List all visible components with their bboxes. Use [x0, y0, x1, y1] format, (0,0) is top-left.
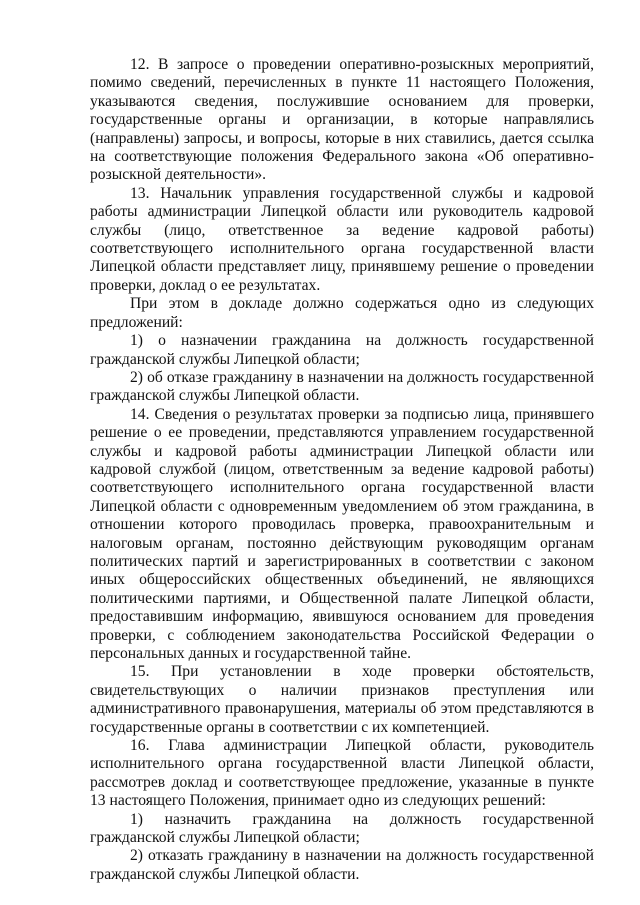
paragraph-12-request: 12. В запросе о проведении оперативно-розыскных мероприятий, помимо сведений, перечисленных в пункте 11 настоящего Положения, указываются сведения, послужившие основанием для проверки, государственные органы и организации, в которые направлялись (направлены) запросы, и вопросы, которые в них ставились, дается ссылка на соответствующие положения Федерального закона «Об оперативно-розыскной деятельности».: [90, 56, 594, 184]
paragraph-15-offense-materials: 15. При установлении в ходе проверки обстоятельств, свидетельствующих о наличии признаков преступления или административного правонарушения, материалы об этом представляются в государственные органы в соответствии с их компетенцией.: [90, 663, 594, 736]
proposal-item-2: 2) об отказе гражданину в назначении на должность государственной гражданской службы Липецкой области.: [90, 368, 594, 405]
paragraph-report-proposals: При этом в докладе должно содержаться одно из следующих предложений:: [90, 295, 594, 331]
paragraph-13-report: 13. Начальник управления государственной службы и кадровой работы администрации Липецкой области или руководитель кадровой службы (лицо, ответственное за ведение кадровой работы) соответствующего исполнительного органа государственной власти Липецкой области представляет лицу, принявшему решение о проведении проверки, доклад о ее результатах.: [90, 184, 594, 294]
decision-item-1: 1) назначить гражданина на должность государственной гражданской службы Липецкой области;: [90, 810, 594, 847]
paragraph-14-results: 14. Сведения о результатах проверки за подписью лица, принявшего решение о ее проведении, представляются управлением государственной службы и кадровой работы администрации Липецкой области или кадровой службой (лицом, ответственным за ведение кадровой работы) соответствующего исполнительного органа государственной власти Липецкой области с одновременным уведомлением об этом гражданина, в отношении которого проводилась проверка, правоохранительным и налоговым органам, постоянно действующим руководящим органам политических партий и зарегистрированных в соответствии с законом иных общероссийских общественных объединений, не являющихся политическими партиями, и Общественной палате Липецкой области, предоставившим информацию, явившуюся основанием для проведения проверки, с соблюдением законодательства Российской Федерации о персональных данных и государственной тайне.: [90, 405, 594, 662]
decision-item-2: 2) отказать гражданину в назначении на должность государственной гражданской службы Липецкой области.: [90, 847, 594, 883]
proposal-item-1: 1) о назначении гражданина на должность государственной гражданской службы Липецкой области;: [90, 332, 594, 368]
paragraph-16-decision: 16. Глава администрации Липецкой области, руководитель исполнительного органа государственной власти Липецкой области, рассмотрев доклад и соответствующее предложение, указанные в пункте 13 настоящего Положения, принимает одно из следующих решений:: [90, 737, 594, 810]
